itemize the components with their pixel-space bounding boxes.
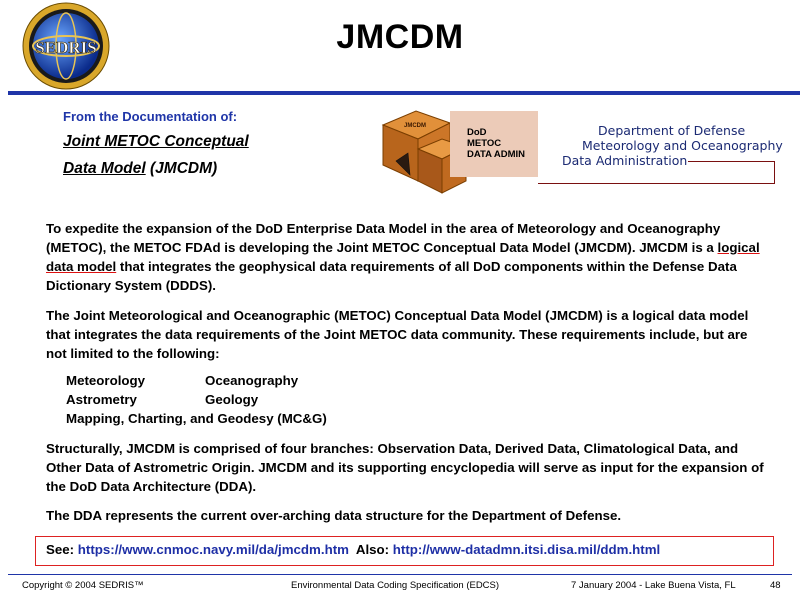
source-heading: From the Documentation of: bbox=[63, 109, 238, 124]
logical-data-model-link[interactable]: logical data model bbox=[46, 240, 760, 274]
box-line-metoc: METOC bbox=[467, 138, 502, 149]
source-title-line2 bbox=[63, 160, 217, 178]
list-item-geology: Geology bbox=[205, 392, 259, 407]
box-line-dod: DoD bbox=[467, 127, 487, 138]
footer-divider bbox=[8, 574, 792, 575]
source-title-rest: (JMCDM) bbox=[145, 160, 218, 177]
p1-text-a: To expedite the expansion of the DoD Enterprise Data Model in the area of Meteorology and Oceanography (METOC), the METOC FDAd is developing the Joint METOC Conceptual Data Model (JMCDM). JMCDM is a bbox=[46, 221, 721, 255]
logo-text: SEDRIS bbox=[35, 38, 97, 57]
footer-date: 7 January 2004 - Lake Buena Vista, FL bbox=[571, 580, 736, 591]
see-links bbox=[46, 542, 660, 557]
paragraph-structure: Structurally, JMCDM is comprised of four branches: Observation Data, Derived Data, Climatological Data, and Other Data of Astrometric Origin. JMCDM and its supporting encyclopedia will serve as input for the expansion of the DoD Data Architecture (DDA). bbox=[46, 441, 764, 494]
bracket-line-right bbox=[774, 161, 775, 184]
paragraph-intro bbox=[46, 219, 766, 295]
dept-line-2: Meteorology and Oceanography bbox=[582, 138, 783, 153]
see-label: See: bbox=[46, 542, 78, 557]
bracket-line-top bbox=[688, 161, 775, 162]
list-item-mcg: Mapping, Charting, and Geodesy (MC&G) bbox=[66, 411, 327, 426]
source-title-line1-text: Joint METOC Conceptual bbox=[63, 133, 249, 150]
list-item-astrometry: Astrometry bbox=[66, 392, 137, 407]
disa-link[interactable]: http://www-datadmn.itsi.disa.mil/ddm.html bbox=[392, 542, 661, 557]
source-title-underlined: Data Model bbox=[63, 160, 146, 177]
dept-line-1: Department of Defense bbox=[598, 123, 746, 138]
footer-copyright: Copyright © 2004 SEDRIS™ bbox=[22, 580, 144, 591]
footer-spec: Environmental Data Coding Specification (EDCS) bbox=[291, 580, 500, 591]
dept-line-3: Data Administration bbox=[562, 153, 688, 168]
paragraph-jmcdm: The Joint Meteorological and Oceanographic (METOC) Conceptual Data Model (JMCDM) is a logical data model that integrates the data requirements of the Joint METOC data community. These requirements include, but are not limited to the following: bbox=[46, 308, 749, 361]
bracket-line-bottom bbox=[538, 183, 775, 184]
cnmoc-link[interactable]: https://www.cnmoc.navy.mil/da/jmcdm.htm bbox=[77, 542, 349, 557]
source-title-line1 bbox=[63, 133, 249, 151]
paragraph-dda: The DDA represents the current over-arching data structure for the Department of Defense. bbox=[46, 508, 622, 523]
list-item-meteorology: Meteorology bbox=[66, 373, 146, 388]
title-divider bbox=[8, 91, 800, 95]
also-label: Also: bbox=[348, 542, 393, 557]
box-line-data-admin: DATA ADMIN bbox=[467, 149, 526, 160]
cube-label: JMCDM bbox=[404, 123, 426, 129]
dod-metoc-text bbox=[467, 127, 525, 160]
list-item-oceanography: Oceanography bbox=[205, 373, 299, 388]
page-title: JMCDM bbox=[336, 18, 464, 56]
p1-text-b: that integrates the geophysical data requirements of all DoD components within the Defense Data Dictionary System (DDDS). bbox=[46, 259, 737, 293]
footer-page-number: 48 bbox=[770, 580, 781, 591]
